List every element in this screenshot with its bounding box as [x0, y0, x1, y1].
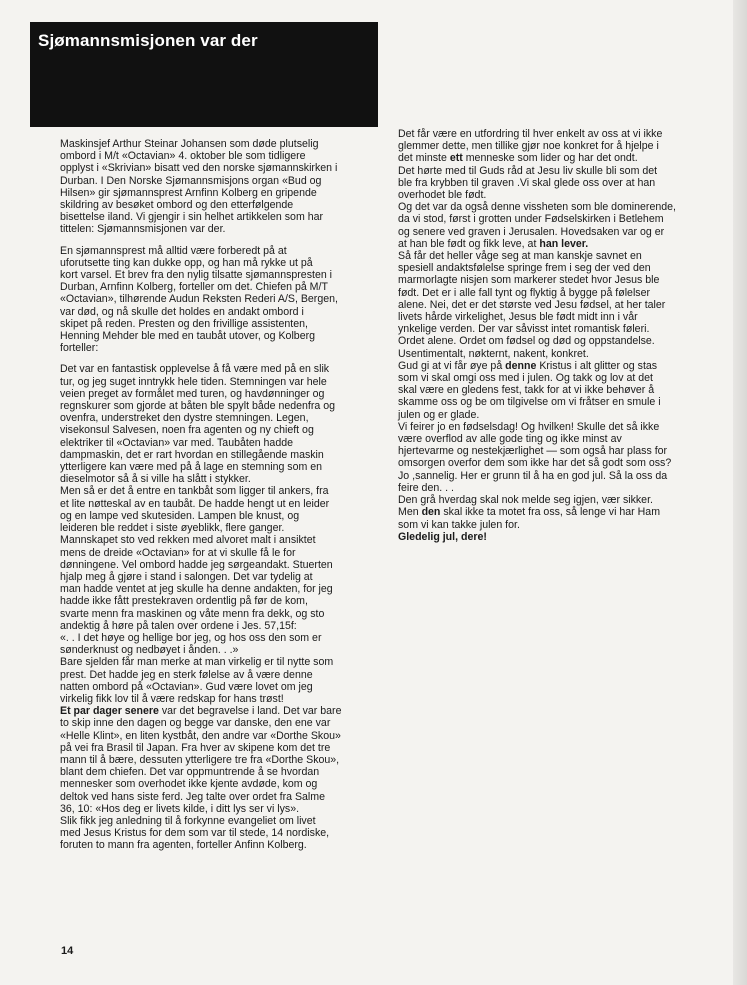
bold-lead: Et par dager senere	[60, 705, 159, 718]
bold-word: denne	[505, 359, 537, 372]
bold-word: den	[421, 506, 441, 519]
right-column	[398, 128, 720, 543]
body-paragraph	[398, 128, 720, 543]
bold-word: ett	[449, 152, 463, 165]
paragraph-text: skal ikke ta motet fra oss, så lenge vi har Ham som vi kan takke julen for.	[398, 506, 661, 531]
header-banner	[30, 22, 378, 127]
closing-greeting: Gledelig jul, dere!	[398, 530, 487, 543]
paragraph-text: Kristus i alt glitter og stas som vi skal omgi oss med i julen. Og takk og lov at det skal være en gledens fest, takk for at vi ikke behøver å skamme oss og be om tilgivelse om vi fråtser en smule i julen og er glade. Vi feirer jo en fødselsdag! Og hvilken! Skulle det så ikke være overflod av alle gode ting og ikke minst av hjertevarme og nestekjærlighet — som også har plass for omsorgen overfor dem som ikke har det så godt som oss? Jo ,sannelig. Her er grunn til å ha en god jul. Så la oss da feire den. . . Den grå hverdag skal nok melde seg igjen, vær sikker. Men	[398, 359, 672, 519]
body-paragraph: Det var en fantastisk opplevelse å få være med på en slik tur, og jeg suget inntrykk hele tiden. Stemningen var hele veien preget av formålet med turen, og havdønninger og regnskurer som gjorde at båten ble spylt både nedenfra og ovenfra, understreket den dystre stemningen. Legen, visekonsul Salvesen, noen fra agenten og ny chieft og elektriker til «Octavian» var med. Taubåten hadde dampmaskin, det er rart hvordan en stillegående maskin ytterligere kan være med på å lage en stemning som en dieselmotor så å si ville ha slått i stykker. Men så er det å entre en tankbåt som ligger til ankers, fra et lite nøtteskal av en taubåt. De hadde hengt ut en leider og en lampe ved skutesiden. Lampen ble knust, og leideren ble reddet i siste øyeblikk, flere ganger. Mannskapet sto ved rekken med alvoret malt i ansiktet mens de dreide «Octavian» for at vi skulle få le for dønningene. Vel ombord hadde jeg sørgeandakt. Stuerten hjalp meg å gjøre i stand i salongen. Det var tydelig at man hadde ventet at jeg skulle ha denne andakten, for jeg hadde ikke fått prestekraven ordentlig på før de kom, svarte menn fra maskinen og våte menn fra dekk, og sto andektig å høre på talen over ordene i Jes. 57,15f: «. . I det høye og hellige bor jeg, og hos oss den som er sønderknust og nedbøyet i ånden. . .» Bare sjelden får man merke at man virkelig er til nytte som prest. Det hadde jeg en sterk følelse av å være denne natten ombord på «Octavian». Gud være lovet om jeg virkelig fikk lov til å være redskap for hans trøst!	[60, 363, 336, 705]
paragraph-text: Det får være en utfordring til hver enkelt av oss at vi ikke glemmer dette, men tillike gjør noe konkret for å hjelpe i det minste	[398, 128, 663, 165]
paragraph-text: menneske som lider og har det ondt. Det hørte med til Guds råd at Jesu liv skulle bli som det ble fra krybben til graven .Vi skal glede oss over at han overhodet ble født. Og det var da også denne vissheten som ble dominerende, da vi stod, først i grotten under Fødselskirken i Betlehem og senere ved graven i Jerusalen. Hovedsaken var og er at han ble født og fikk leve, at	[398, 152, 676, 250]
page-number: 14	[61, 945, 74, 957]
paragraph-text: Så får det heller våge seg at man kanskje savnet en spesiell andaktsfølelse springe frem i seg der ved den marmorlagte nisjen som markerer stedet hvor Jesus ble født. Det er i alle fall tynt og flyktig å bygge på følelser alene. Nei, det er det største ved Jesu fødsel, at her taler livets hårde virkelighet, Jesus ble født midt inn i vår ynkelige verden. Der var såvisst intet romantisk føleri. Ordet alene. Ordet om fødsel og død og oppstandelse. Usentimentalt, nøkternt, nakent, konkret. Gud gi at vi får øye på	[398, 250, 666, 372]
body-paragraph: En sjømannsprest må alltid være forberedt på at uforutsette ting kan dukke opp, og han må rykke ut på kort varsel. Et brev fra den nylig tilsatte sjømannspresten i Durban, Arnfinn Kolberg, forteller om det. Chiefen på M/T «Octavian», tilhørende Audun Reksten Rederi A/S, Bergen, var død, og nå skulle det holdes en andakt ombord i skipet på reden. Presten og den frivillige assistenten, Henning Mehder ble med en taubåt utover, og Kolberg forteller:	[60, 244, 338, 355]
article-title: Sjømannsmisjonen var der	[38, 31, 258, 50]
body-paragraph	[60, 705, 390, 851]
bold-word: han lever.	[539, 237, 589, 250]
paragraph-text: var det begravelse i land. Det var bare to skip inne den dagen og begge var danske, den ene var «Helle Klint», en liten kystbåt, den andre var «Dorthe Skou» på vei fra Brasil til Japan. Fra hver av skipene kom det tre mann til å bære, dessuten ytterligere tre fra «Dorthe Skou», blant dem chiefen. Det var oppmuntrende å se hvordan mennesker som overhodet ikke kjente avdøde, kom og deltok ved hans siste ferd. Jeg talte over ordet fra Salme 36, 10: «Hos deg er livets kilde, i ditt lys ser vi lys». Slik fikk jeg anledning til å forkynne evangeliet om livet med Jesus Kristus for dem som var til stede, 14 nordiske, foruten to mann fra agenten, forteller Anfinn Kolberg.	[60, 705, 342, 852]
left-column	[60, 138, 390, 852]
intro-paragraph: Maskinsjef Arthur Steinar Johansen som døde plutselig ombord i M/t «Octavian» 4. oktober ble som tidligere opplyst i «Skrivian» bisatt ved den norske sjømannskirken i Durban. I Den Norske Sjømannsmisjons organ «Bud og Hilsen» gir sjømannsprest Arnfinn Kolberg en gripende skildring av besøket ombord og den etterfølgende bisettelse iland. Vi gjengir i sin helhet artikkelen som har tittelen: Sjømannsmisjonen var der.	[60, 138, 338, 236]
page-edge-shadow	[733, 0, 747, 985]
